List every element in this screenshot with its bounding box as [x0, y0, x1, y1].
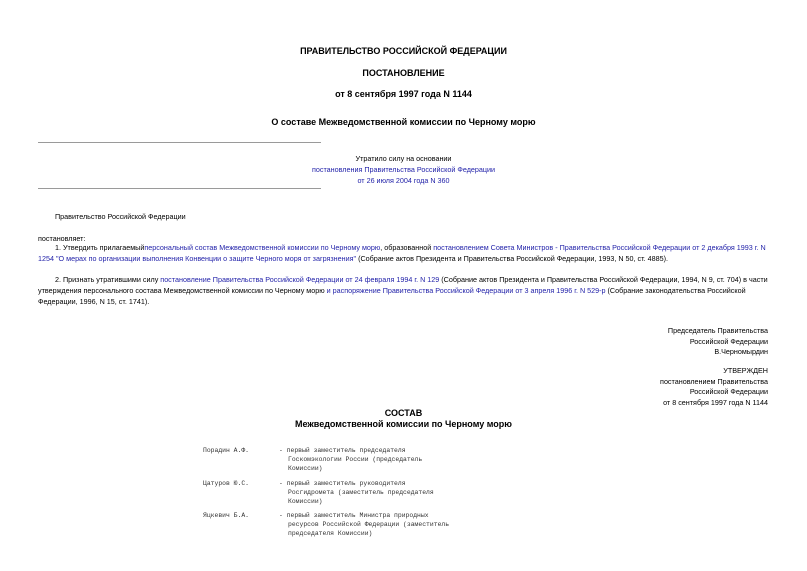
divider-top: [38, 142, 321, 143]
link-personal-composition[interactable]: персональный состав Межведомственной комиссии по Черному морю: [144, 243, 381, 252]
document-date-number: от 8 сентября 1997 года N 1144: [335, 89, 472, 99]
signature-country: Российской Федерации: [689, 336, 768, 346]
expired-note-link-date[interactable]: от 26 июля 2004 года N 360: [357, 176, 450, 185]
member-role-line: Комиссии): [288, 465, 323, 472]
member-role-line: ресурсов Российской Федерации (заместитель: [288, 521, 450, 528]
paragraph-1-text-b: , образованной: [380, 243, 434, 252]
document-subject: О составе Межведомственной комиссии по Черному морю: [271, 117, 536, 127]
member-role-line: Госкомэкологии России (председатель: [288, 456, 423, 463]
member-name: Цатуров Ю.С.: [203, 480, 250, 487]
member-role-line: председателя Комиссии): [288, 530, 373, 537]
link-order-1996[interactable]: и распоряжение Правительства Российской Федерации от 3 апреля 1996 г. N 529-р: [326, 286, 606, 295]
signature-block: [560, 326, 768, 358]
composition-subtitle: Межведомственной комиссии по Черному морю: [295, 419, 512, 429]
paragraph-2-text-b: (Собрание актов Президента и Правительства Российской Федерации, 1994, N 9, ст. 704) в части утверждения персонального состава Межведомственной комиссии по Черному морю: [38, 275, 768, 295]
signature-name: В.Черномырдин: [714, 347, 768, 356]
member-name: Порадин А.Ф.: [203, 447, 250, 454]
approved-by: постановлением Правительства: [660, 376, 768, 386]
list-item: [203, 446, 503, 479]
member-role-line: Комиссии): [288, 498, 323, 505]
government-title: ПРАВИТЕЛЬСТВО РОССИЙСКОЙ ФЕДЕРАЦИИ: [300, 46, 507, 56]
approved-title: УТВЕРЖДЕН: [723, 366, 768, 375]
divider-bottom: [38, 188, 321, 189]
list-item: [203, 511, 503, 543]
composition-title: СОСТАВ: [384, 408, 423, 418]
member-role: [279, 479, 434, 506]
approved-block: [560, 366, 768, 408]
member-role: [279, 446, 422, 473]
member-role-line: - первый заместитель председателя: [279, 447, 406, 454]
list-item: [203, 479, 503, 511]
paragraph-2-text-a: 2. Признать утратившими силу: [55, 275, 161, 284]
member-name: Яцкевич Б.А.: [203, 512, 250, 519]
expired-note: [0, 153, 807, 186]
link-decree-1994[interactable]: постановление Правительства Российской Федерации от 24 февраля 1994 г. N 129: [160, 275, 440, 284]
member-role-line: Росгидромета (заместитель председателя: [288, 489, 434, 496]
body-decrees: постановляет:: [38, 234, 86, 243]
paragraph-1-text-c: (Собрание актов Президента и Правительства Российской Федерации, 1993, N 50, ст. 4885).: [356, 254, 668, 263]
paragraph-1-text-a: 1. Утвердить прилагаемый: [55, 243, 145, 252]
document-type: ПОСТАНОВЛЕНИЕ: [362, 68, 445, 78]
paragraph-2: [38, 274, 770, 307]
approved-date: от 8 сентября 1997 года N 1144: [663, 397, 768, 407]
member-list: [203, 446, 503, 543]
paragraph-2-text-c: (Собрание законодательства Российской Федерации, 1996, N 15, ст. 1741).: [38, 286, 746, 306]
body-intro: Правительство Российской Федерации: [55, 212, 186, 221]
member-role-line: - первый заместитель Министра природных: [279, 512, 429, 519]
paragraph-1: [38, 242, 770, 264]
expired-note-text: Утратило силу на основании: [355, 154, 452, 163]
expired-note-link-decree[interactable]: постановления Правительства Российской Федерации: [311, 165, 496, 174]
approved-country: Российской Федерации: [689, 387, 768, 396]
link-decree-1993[interactable]: постановлением Совета Министров - Правительства Российской Федерации от 2 декабря 1993 г. N 1254 "О мерах по организации выполнения Конвенции о защите Черного моря от загрязнения": [38, 243, 766, 263]
member-role: [279, 511, 449, 538]
signature-position: Председатель Правительства: [667, 326, 768, 335]
member-role-line: - первый заместитель руководителя: [279, 480, 406, 487]
